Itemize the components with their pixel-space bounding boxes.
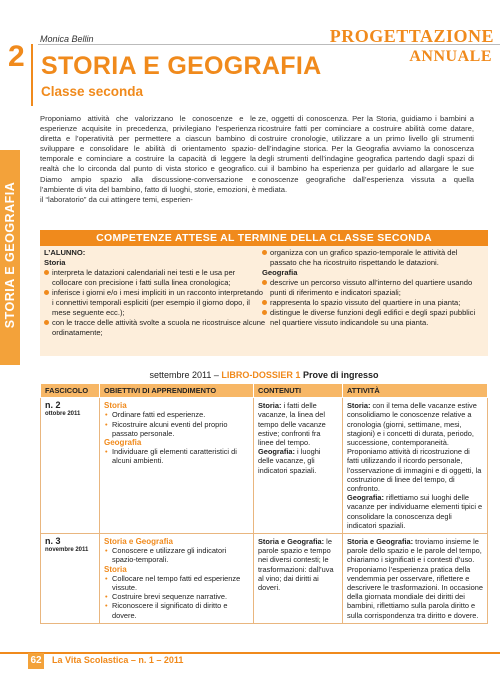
fascicolo-date: ottobre 2011 (45, 411, 81, 418)
author-name: Monica Bellin (40, 34, 94, 44)
attivita-label: Storia: (347, 401, 371, 411)
contenuti-cell (254, 534, 343, 624)
obiettivo-heading: Storia (104, 564, 127, 574)
obiettivo-heading: Geografia (104, 438, 142, 448)
obiettivo-item: • Costruire brevi sequenze narrative. (104, 592, 249, 601)
attivita-label: Geografia: (347, 493, 384, 503)
obiettivo-item: • Collocare nel tempo fatti ed esperienze vissute. (104, 574, 249, 592)
attivita-cell (343, 534, 488, 624)
obiettivo-item: • Ordinare fatti ed esperienze. (104, 410, 249, 419)
programma-table (40, 383, 488, 624)
obiettivo-item: • Riconoscere il significato di diritto e dovere. (104, 601, 249, 619)
fascicolo-cell (41, 398, 100, 534)
attivita-text (347, 537, 483, 620)
contenuto-label: Storia e Geografia: (258, 537, 325, 547)
geografia-label: Geografia (262, 268, 298, 277)
table-row (41, 398, 488, 534)
attivita-text (347, 493, 483, 530)
competenze-column-1 (44, 248, 266, 338)
obiettivo-item: • Ricostruire alcuni eventi del proprio passato personale. (104, 420, 249, 438)
page-title: STORIA E GEOGRAFIA (41, 52, 322, 80)
attivita-body: troviamo insieme le parole dello spazio e le parole del tempo, chiariamo i significati e i contesti d’uso. Proponiamo l’esperienza pratica della vendemmia per osservare, riflettere e descrivere le trasformazioni. In occasione della giornata mondiale dei diritti dei bambini, riflettiamo sulla parola diritto e sulla corrispondenza tra diritto e dovere. (347, 537, 483, 620)
progettazione-label: PROGETTAZIONE (329, 26, 494, 46)
header-rule (31, 44, 33, 106)
table-row (41, 534, 488, 624)
col-header-attivita: ATTIVITÀ (343, 384, 488, 398)
fascicolo-number: n. 2 (45, 400, 61, 411)
competenza-item: inferisce i giorni e/o i mesi impliciti in un racconto interpretando i connettivi temporali espliciti (per esempio il giorno dopo, il mese seguente ecc.); (44, 288, 266, 318)
contenuto-label: Storia: (258, 401, 282, 411)
intro-column-2: ze, oggetti di conoscenza. Per la Storia, guidiamo i bambini a ricostruire fatti per cominciare a costruire abilità come datare, costruire cronologie, utilizzare a un primo livello gli strumenti dell’indagine storica. Per la Geografia avviamo la conoscenza degli strumenti dell’indagine geografica partendo dagli spazi di cui il bambino ha esperienza per guidarlo ad allargare le sue conoscenze geografiche dall’esperienza vissuta a quella mediata. (258, 114, 474, 194)
attivita-text (347, 401, 483, 493)
obiettivo-item: • Individuare gli elementi caratteristici di alcuni ambienti. (104, 447, 249, 465)
storia-label: Storia (44, 258, 66, 267)
contenuto-label: Geografia: (258, 447, 295, 457)
obiettivi-cell (100, 534, 254, 624)
obiettivi-cell (100, 398, 254, 534)
footer-text: La Vita Scolastica – n. 1 – 2011 (52, 655, 184, 665)
contenuto-text (258, 537, 338, 592)
page-subtitle: Classe seconda (41, 84, 144, 99)
page-number: 62 (28, 653, 44, 669)
obiettivo-heading: Storia e Geografia (104, 537, 173, 547)
footer-rule (0, 652, 500, 654)
obiettivo-heading: Storia (104, 401, 127, 411)
fascicolo-date: novembre 2011 (45, 547, 89, 554)
competenze-column-2 (262, 248, 484, 328)
competenza-item: con le tracce delle attività svolte a scuola ne ricostruisce alcune ordinatamente; (44, 318, 266, 338)
col-header-contenuti: CONTENUTI (254, 384, 343, 398)
dossier-libro: LIBRO-DOSSIER 1 (221, 370, 301, 380)
competenza-item: organizza con un grafico spazio-temporale le attività del passato che ha ricostruito rispettando le datazioni. (262, 248, 484, 268)
contenuto-text (258, 401, 338, 447)
attivita-body: riflettiamo sui luoghi delle vacanze per individuarne elementi tipici e consolidare la conoscenza degli indicatori spaziali. (347, 493, 483, 530)
competenza-item: distingue le diverse funzioni degli edifici e degli spazi pubblici nel quartiere vissuto indicandole su una pianta. (262, 308, 484, 328)
contenuto-body: i fatti delle vacanze, la linea del tempo delle vacanze estive; confronti fra linee del tempo. (258, 401, 326, 448)
attivita-body: con il tema delle vacanze estive consolidiamo le conoscenze relative a cronologia (giorni, settimane, mesi, stagioni) e i concetti di durata, periodo, successione, contemporaneità. Proponiamo attività di ricostruzione di fatti utilizzando il ricordo personale, l’osservazione di immagini e di oggetti, la costruzione di linee del tempo, di confronto. (347, 401, 482, 494)
competenza-item: interpreta le datazioni calendariali nei testi e le usa per collocare con precisione i fatti sulla linea cronologica; (44, 268, 266, 288)
attivita-cell (343, 398, 488, 534)
unit-number: 2 (8, 40, 25, 73)
contenuti-cell (254, 398, 343, 534)
competenza-item: descrive un percorso vissuto all’interno del quartiere usando punti di riferimento e indicatori spaziali; (262, 278, 484, 298)
alunno-label: L’ALUNNO: (44, 248, 86, 257)
side-label: STORIA E GEOGRAFIA (3, 181, 17, 329)
obiettivo-item: • Conoscere e utilizzare gli indicatori spazio-temporali. (104, 546, 249, 564)
contenuto-body: i luoghi delle vacanze, gli indicatori spaziali. (258, 447, 321, 475)
competenze-title: COMPETENZE ATTESE AL TERMINE DELLA CLASSE SECONDA (40, 230, 488, 246)
fascicolo-number: n. 3 (45, 536, 61, 547)
attivita-label: Storia e Geografia: (347, 537, 414, 547)
dossier-prove: Prove di ingresso (302, 370, 379, 380)
col-header-obiettivi: OBIETTIVI DI APPRENDIMENTO (100, 384, 254, 398)
dossier-line (40, 370, 488, 380)
fascicolo-cell (41, 534, 100, 624)
col-header-fascicolo: FASCICOLO (41, 384, 100, 398)
contenuto-text (258, 447, 338, 475)
dossier-date: settembre 2011 – (149, 370, 219, 380)
intro-column-1: Proponiamo attività che valorizzano le conoscenze e le esperienze acquisite in precedenza, privilegiano l’esperienza diretta e l’operatività per permettere a ciascun bambino di sviluppare e consolidare le abilità di orientamento spazio-temporale e cominciare a costruire la capacità di leggere la realtà che lo circonda dal punto di vista storico e geografico. Diamo ampio spazio alla discussione-conversazione e l’ambiente di vita del bambino, fatto di luoghi, storie, emozioni, è il “laboratorio” da cui attingere temi, esperien- (40, 114, 256, 204)
contenuto-body: le parole spazio e tempo nei diversi contesti; le trasformazioni: dall’uva al vino; dai diritti ai doveri. (258, 537, 334, 593)
competenza-item: rappresenta lo spazio vissuto del quartiere in una pianta; (262, 298, 484, 308)
annuale-label: ANNUALE (409, 48, 492, 65)
